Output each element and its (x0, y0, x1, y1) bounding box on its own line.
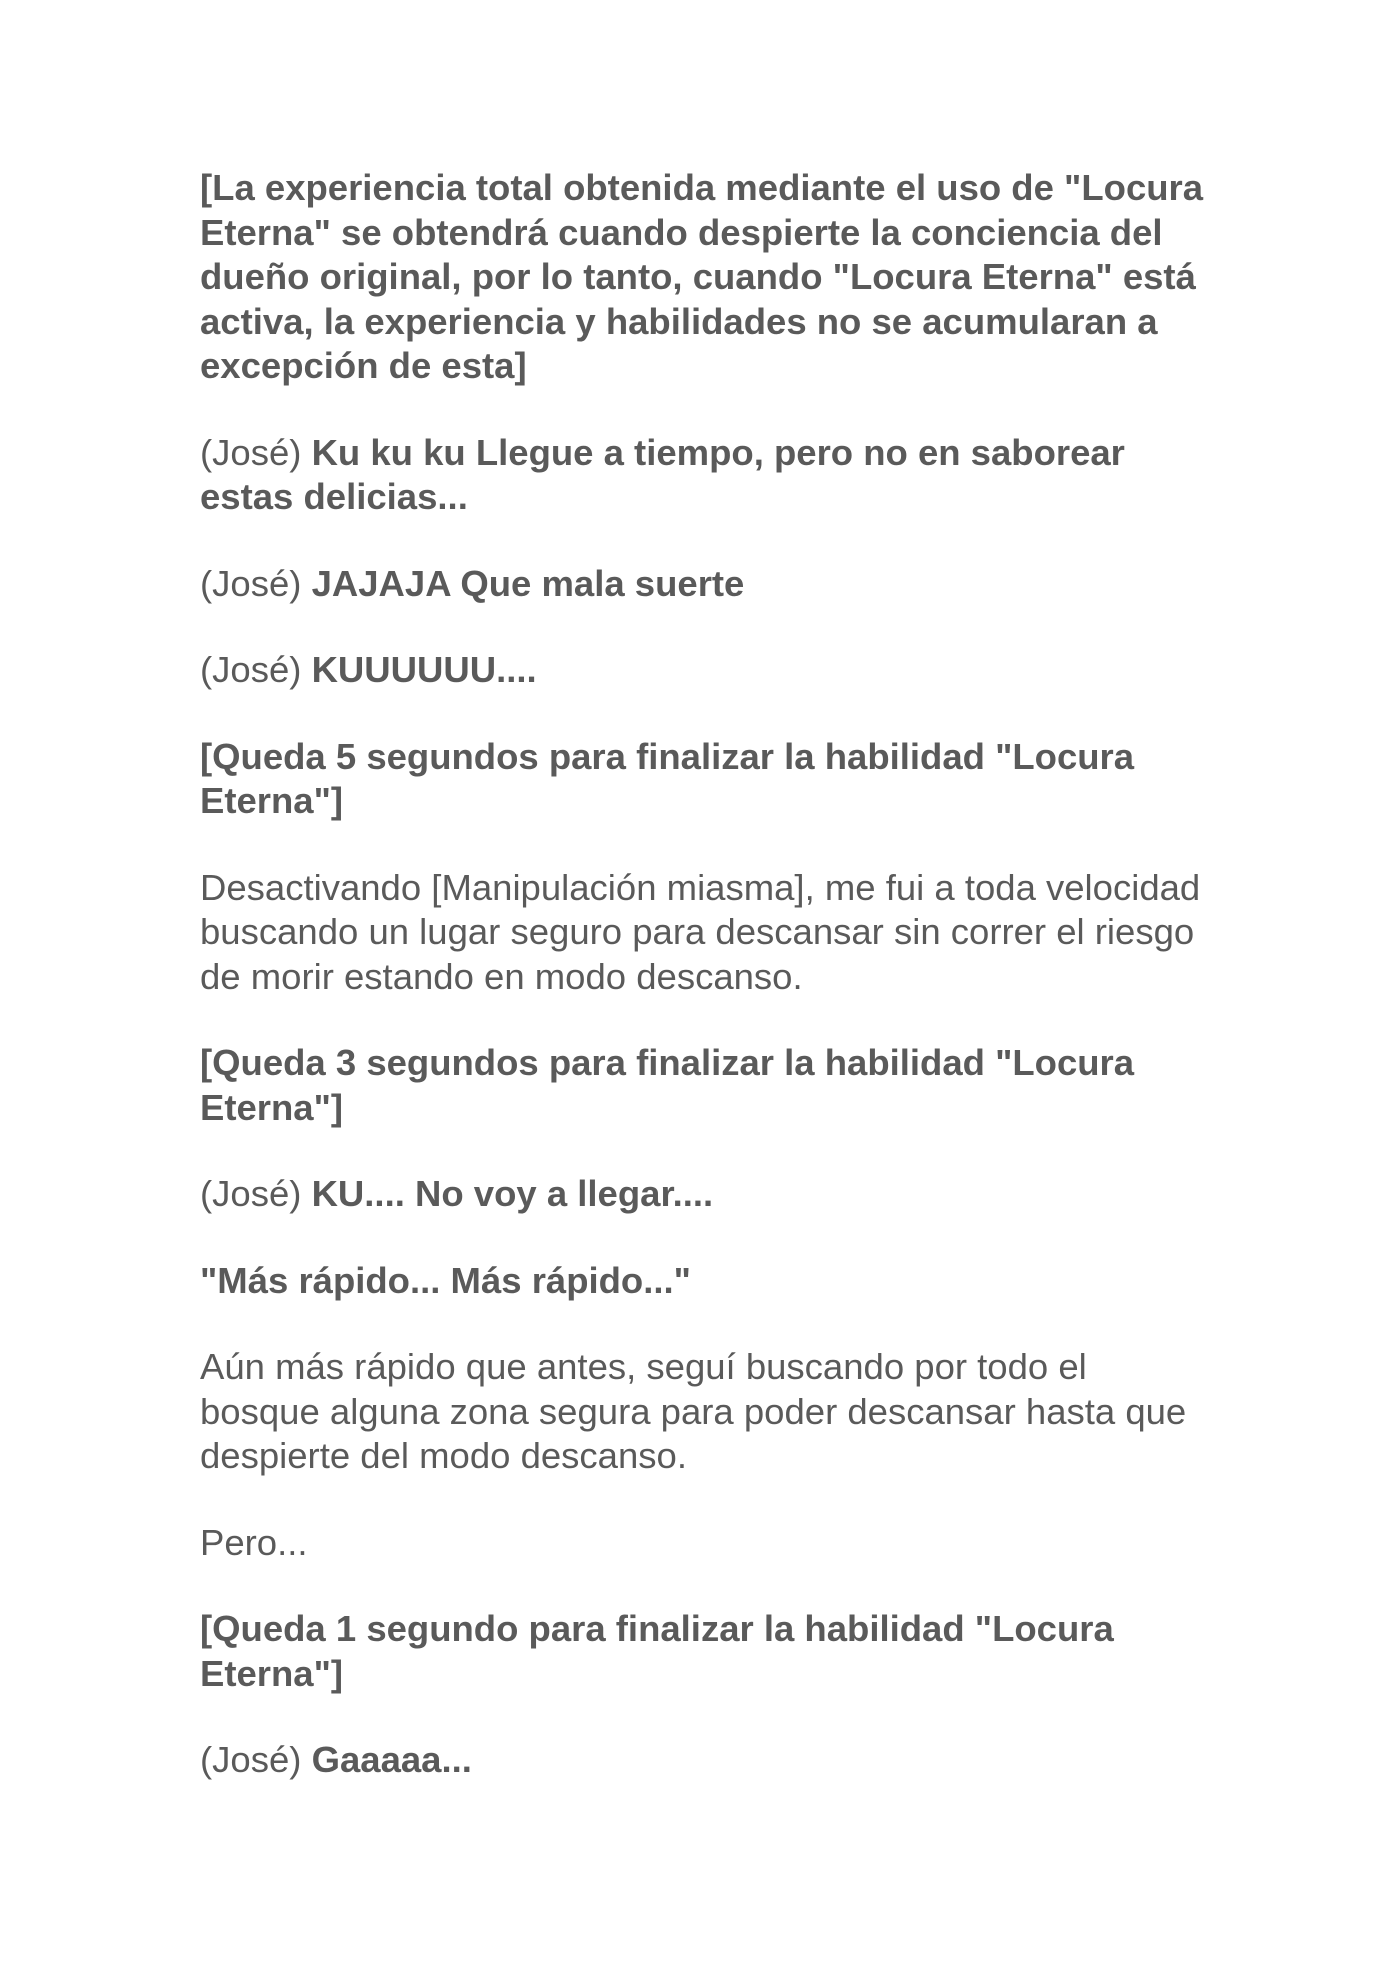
speaker-label: (José) (200, 431, 302, 473)
speaker-label: (José) (200, 562, 302, 604)
paragraph-text: [Queda 1 segundo para finalizar la habilidad "Locura Eterna"] (200, 1608, 1114, 1694)
dialogue-line (200, 562, 1210, 607)
paragraph-text: Aún más rápido que antes, seguí buscando por todo el bosque alguna zona segura para poder descansar hasta que despierte del modo descanso. (200, 1346, 1187, 1476)
narration-paragraph (200, 1345, 1210, 1479)
speaker-label: (José) (200, 1739, 302, 1780)
system-message-countdown (200, 1041, 1210, 1130)
dialogue-line (200, 1172, 1210, 1217)
paragraph-text: [Queda 3 segundos para finalizar la habilidad "Locura Eterna"] (200, 1042, 1135, 1128)
paragraph-text: "Más rápido... Más rápido..." (200, 1259, 691, 1301)
paragraph-text: Desactivando [Manipulación miasma], me fui a toda velocidad buscando un lugar seguro para descansar sin correr el riesgo de morir estando en modo descanso. (200, 866, 1201, 997)
system-message-countdown (200, 1607, 1210, 1696)
thought-line (200, 1259, 1210, 1304)
dialogue-text: Ku ku ku Llegue a tiempo, pero no en saborear estas delicias... (200, 431, 1125, 517)
system-message-experience (200, 166, 1210, 389)
dialogue-line (200, 648, 1210, 693)
dialogue-line (200, 1738, 1210, 1783)
speaker-label: (José) (200, 1173, 302, 1214)
document-page (200, 166, 1210, 1825)
paragraph-text: [Queda 5 segundos para finalizar la habilidad "Locura Eterna"] (200, 735, 1135, 821)
dialogue-line (200, 431, 1210, 520)
dialogue-text: JAJAJA Que mala suerte (311, 562, 745, 604)
system-message-countdown (200, 735, 1210, 824)
paragraph-text: [La experiencia total obtenida mediante el uso de "Locura Eterna" se obtendrá cuando despierte la conciencia del dueño original, por lo tanto, cuando "Locura Eterna" está activa, la experiencia y habilidades no se acumularan a excepción de esta] (200, 167, 1204, 386)
speaker-label: (José) (200, 649, 302, 690)
paragraph-text: Pero... (200, 1521, 308, 1563)
dialogue-text: KUUUUUU.... (311, 649, 537, 690)
narration-paragraph (200, 866, 1210, 1000)
dialogue-text: KU.... No voy a llegar.... (311, 1173, 714, 1214)
dialogue-text: Gaaaaa... (311, 1739, 472, 1780)
narration-paragraph (200, 1521, 1210, 1566)
